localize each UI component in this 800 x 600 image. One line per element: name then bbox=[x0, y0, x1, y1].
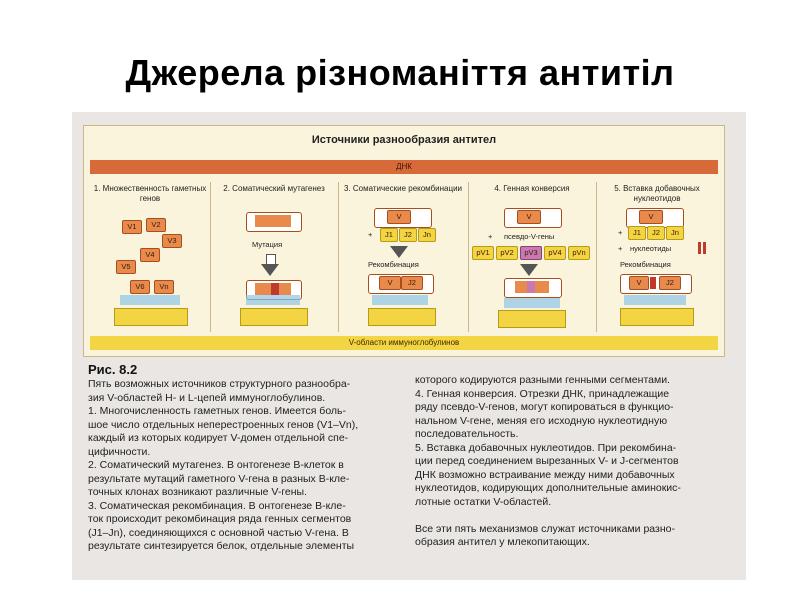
segment-v4: V4 bbox=[140, 248, 160, 262]
recombined-gene bbox=[368, 274, 434, 294]
mutation-label: Мутация bbox=[252, 240, 283, 249]
segment-v5: V5 bbox=[116, 260, 136, 274]
inserted-nucleotides bbox=[650, 277, 656, 289]
v-region-bar: V-области иммуноглобулинов bbox=[90, 336, 718, 350]
segment-j2: J2 bbox=[659, 276, 681, 290]
segment-pvn: pVn bbox=[568, 246, 590, 260]
caption-line: (J1–Jn), соединяющихся с основной частью V-гена. В bbox=[88, 526, 349, 539]
caption-line: 3. Соматическая рекомбинация. В онтогенезе В-кле- bbox=[88, 499, 346, 512]
nucleotides-label: нуклеотиды bbox=[630, 244, 672, 253]
caption-right-column bbox=[415, 374, 730, 550]
segment-v6: V6 bbox=[130, 280, 150, 294]
expression-glow bbox=[372, 295, 428, 305]
v-domain-box bbox=[114, 308, 188, 326]
expression-glow bbox=[120, 295, 180, 305]
column-1-title: 1. Множественность гаметных генов bbox=[93, 184, 207, 203]
caption-line: ции перед соединением вырезанных V- и J-сегментов bbox=[415, 455, 679, 467]
segment-v: V bbox=[379, 276, 401, 290]
caption-line: шое число отдельных неперестроенных генов (V1–Vn), bbox=[88, 418, 359, 431]
caption-line: точных клонах возникают различные V-гены. bbox=[88, 486, 308, 498]
column-3-title: 3. Соматические рекомбинации bbox=[343, 184, 463, 193]
caption-line: цифичности. bbox=[88, 445, 151, 458]
column-5-title: 5. Вставка добавочных нуклеотидов bbox=[614, 184, 700, 203]
pseudo-genes-label: псевдо-V-гены bbox=[504, 232, 555, 241]
segment-jn: Jn bbox=[666, 226, 684, 240]
segment-j2: J2 bbox=[401, 276, 423, 290]
segment-j2: J2 bbox=[647, 226, 665, 240]
caption-line: Все эти пять механизмов служат источниками разно- bbox=[415, 522, 675, 535]
segment-pv2: pV2 bbox=[496, 246, 518, 260]
segment-v: V bbox=[387, 210, 411, 224]
segment-v1: V1 bbox=[122, 220, 142, 234]
column-4-title: 4. Генная конверсия bbox=[494, 184, 570, 193]
gene-v bbox=[374, 208, 432, 228]
column-3 bbox=[338, 182, 469, 332]
segment-v2: V2 bbox=[146, 218, 166, 232]
segment-jn: Jn bbox=[418, 228, 436, 242]
expression-glow bbox=[504, 298, 560, 308]
caption-line: последовательность. bbox=[415, 428, 519, 440]
nucleotide-icon bbox=[703, 242, 706, 254]
segment-pv1: pV1 bbox=[472, 246, 494, 260]
v-domain-box bbox=[240, 308, 308, 326]
segment-j1: J1 bbox=[380, 228, 398, 242]
panel-title: Источники разнообразия антител bbox=[311, 134, 497, 146]
v-domain-box bbox=[368, 308, 436, 326]
caption-line: ток происходит рекомбинация ряда генных сегментов bbox=[88, 513, 352, 525]
segment-v: V bbox=[517, 210, 541, 224]
caption-line: которого кодируются разными генными сегментами. bbox=[415, 374, 670, 386]
caption-left-column bbox=[88, 378, 398, 554]
slide-title: Джерела різноманіття антитіл bbox=[125, 52, 675, 93]
gene-v bbox=[246, 212, 302, 232]
caption-line: нальном V-гене, меняя его исходную нуклеотидную bbox=[415, 414, 668, 427]
caption-line: результате мутаций гаметного V-гена в разных В-кле- bbox=[88, 472, 350, 485]
segment-pv4: pV4 bbox=[544, 246, 566, 260]
recombined-gene bbox=[620, 274, 692, 294]
column-2-title: 2. Соматический мутагенез bbox=[223, 184, 325, 193]
recombination-label: Рекомбинация bbox=[368, 260, 419, 269]
caption-line: лотные остатки V-областей. bbox=[415, 495, 552, 508]
caption-line: 1. Многочисленность гаметных генов. Имеется боль- bbox=[88, 405, 347, 417]
gene-v bbox=[626, 208, 684, 228]
caption-line: нуклеотидов, кодирующих дополнительные аминокис- bbox=[415, 482, 681, 494]
caption-line: 4. Генная конверсия. Отрезки ДНК, принадлежащие bbox=[415, 387, 670, 400]
caption-line: 2. Соматический мутагенез. В онтогенезе В-клеток в bbox=[88, 459, 344, 471]
v-domain-box bbox=[620, 308, 694, 326]
segment-j2: J2 bbox=[399, 228, 417, 242]
diagram-panel bbox=[83, 125, 725, 357]
expression-glow bbox=[246, 295, 300, 305]
segment-vn: Vn bbox=[154, 280, 174, 294]
figure-caption-title: Рис. 8.2 bbox=[88, 362, 138, 377]
gene-v bbox=[504, 208, 562, 228]
segment-v: V bbox=[629, 276, 649, 290]
caption-line: Пять возможных источников структурного разнообра- bbox=[88, 378, 351, 390]
segment-v3: V3 bbox=[162, 234, 182, 248]
caption-line: зия V-областей H- и L-цепей иммуноглобулинов. bbox=[88, 391, 326, 404]
nucleotide-icon bbox=[698, 242, 701, 254]
caption-line: результате синтезируется белок, отдельные элементы bbox=[88, 540, 355, 552]
column-5 bbox=[596, 182, 718, 332]
column-1 bbox=[90, 182, 211, 332]
segment-v: V bbox=[639, 210, 663, 224]
caption-line: образия антител у млекопитающих. bbox=[415, 536, 590, 548]
converted-gene bbox=[504, 278, 562, 298]
dna-bar: ДНК bbox=[90, 160, 718, 174]
caption-line: ряду псевдо-V-генов, могут копироваться в функцио- bbox=[415, 401, 674, 413]
plus-sign: + bbox=[618, 228, 623, 237]
caption-line: ДНК возможно встраивание между ними добавочных bbox=[415, 468, 675, 481]
plus-sign: + bbox=[618, 244, 623, 253]
recombination-label: Рекомбинация bbox=[620, 260, 671, 269]
plus-sign: + bbox=[368, 230, 373, 239]
column-4 bbox=[468, 182, 597, 332]
arrow-icon bbox=[390, 246, 408, 258]
segment-pv3: pV3 bbox=[520, 246, 542, 260]
v-domain-box bbox=[498, 310, 566, 328]
expression-glow bbox=[624, 295, 686, 305]
caption-line bbox=[415, 509, 730, 523]
caption-line: 5. Вставка добавочных нуклеотидов. При рекомбина- bbox=[415, 441, 677, 454]
segment-j1: J1 bbox=[628, 226, 646, 240]
arrow-icon bbox=[520, 264, 538, 276]
plus-sign: + bbox=[488, 232, 493, 241]
caption-line: каждый из которых кодирует V-домен отдельной спе- bbox=[88, 432, 349, 444]
arrow-head-icon bbox=[261, 264, 279, 276]
column-2 bbox=[210, 182, 339, 332]
